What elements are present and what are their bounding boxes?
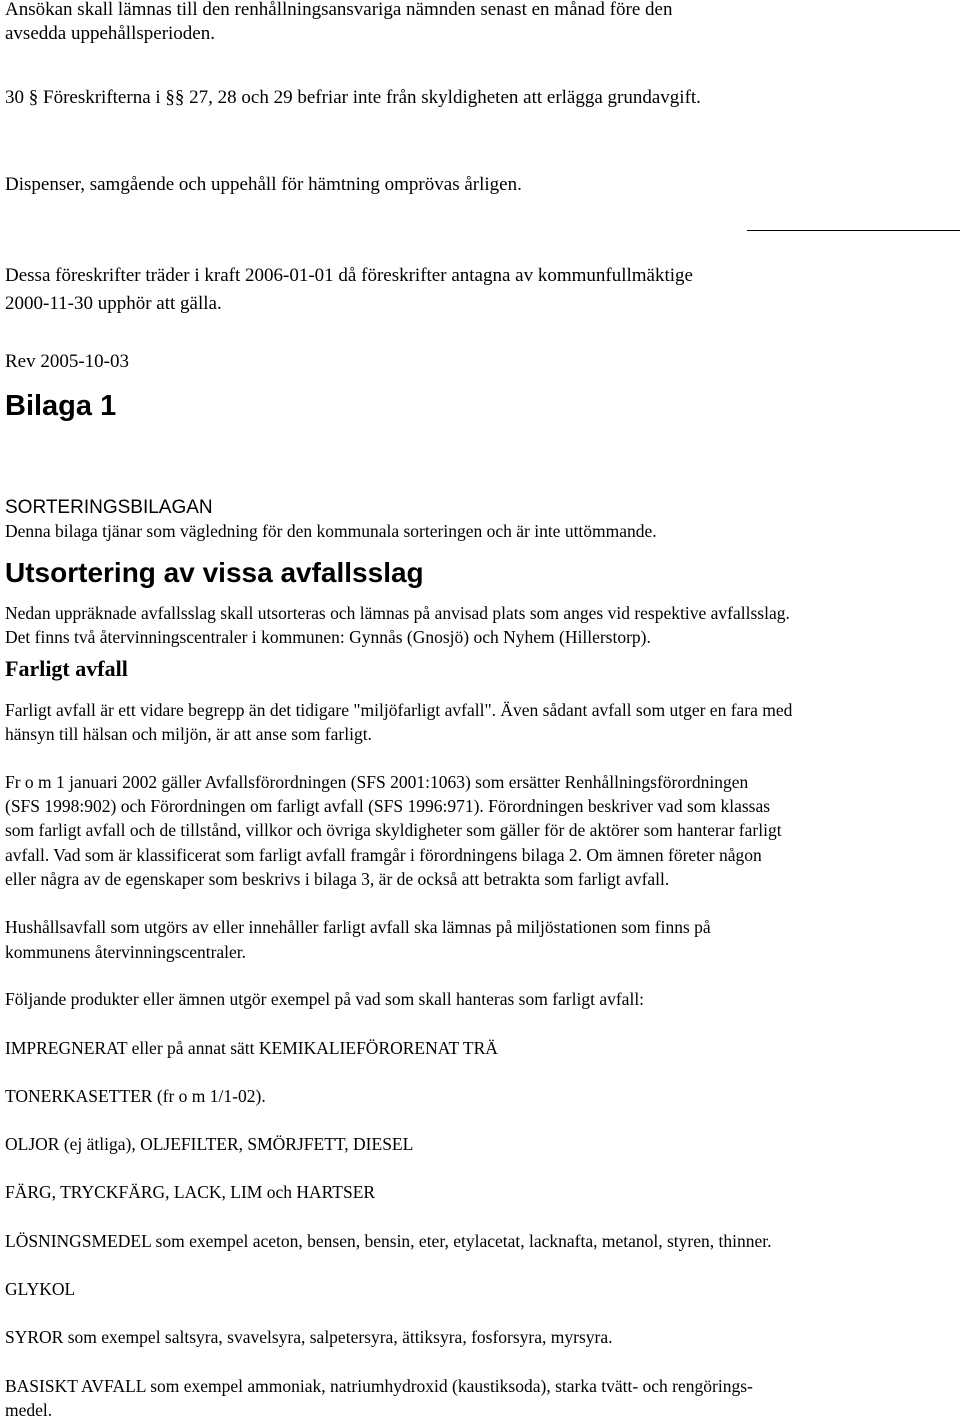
bilaga-subtitle: SORTERINGSBILAGAN (5, 497, 213, 518)
list-item: IMPREGNERAT eller på annat sätt KEMIKALIEFÖRORENAT TRÄ (5, 1038, 498, 1058)
separator-rule (747, 230, 960, 231)
utsortering-line-1: Nedan uppräknade avfallsslag skall utsorteras och lämnas på anvisad plats som anges vid respektive avfallsslag. (5, 603, 790, 623)
farligt-p3-line-2: kommunens återvinningscentraler. (5, 942, 247, 962)
dessa-line-2: 2000-11-30 upphör att gälla. (5, 293, 222, 314)
utsortering-line-2: Det finns två återvinningscentraler i kommunen: Gynnås (Gnosjö) och Nyhem (Hillerstorp). (5, 627, 651, 647)
farligt-p2-line-5: eller några av de egenskaper som beskrivs i bilaga 3, är de också att betrakta som farligt avfall. (5, 869, 670, 889)
farligt-p3-line-1: Hushållsavfall som utgörs av eller innehåller farligt avfall ska lämnas på miljöstationen som finns på (5, 917, 711, 937)
list-item: OLJOR (ej ätliga), OLJEFILTER, SMÖRJFETT, DIESEL (5, 1134, 414, 1154)
paragraph-30: 30 § Föreskrifterna i §§ 27, 28 och 29 befriar inte från skyldigheten att erlägga grundavgift. (5, 87, 701, 108)
dessa-line-1: Dessa föreskrifter träder i kraft 2006-01-01 då föreskrifter antagna av kommunfullmäktige (5, 265, 693, 286)
dispenser-text: Dispenser, samgående och uppehåll för hämtning omprövas årligen. (5, 174, 522, 195)
basiskt-line-1: BASISKT AVFALL som exempel ammoniak, natriumhydroxid (kaustiksoda), starka tvätt- och rengörings- (5, 1376, 753, 1396)
farligt-p2-line-3: som farligt avfall och de tillstånd, villkor och övriga skyldigheter som gäller för de aktörer som hanterar farligt (5, 820, 782, 840)
list-item: TONERKASETTER (fr o m 1/1-02). (5, 1086, 266, 1106)
farligt-p1-line-2: hänsyn till hälsan och miljön, är att anse som farligt. (5, 724, 372, 744)
intro-line-2: avsedda uppehållsperioden. (5, 23, 215, 44)
list-item: FÄRG, TRYCKFÄRG, LACK, LIM och HARTSER (5, 1182, 376, 1202)
farligt-p2-line-2: (SFS 1998:902) och Förordningen om farligt avfall (SFS 1996:971). Förordningen beskriver vad som klassas (5, 796, 771, 816)
intro-line-1: Ansökan skall lämnas till den renhållningsansvariga nämnden senast en månad före den (5, 0, 673, 20)
list-item: SYROR som exempel saltsyra, svavelsyra, salpetersyra, ättiksyra, fosforsyra, myrsyra. (5, 1327, 613, 1347)
farligt-p2-line-4: avfall. Vad som är klassificerat som farligt avfall framgår i förordningens bilaga 2. Om ämnen företer någon (5, 845, 762, 865)
list-item: GLYKOL (5, 1279, 76, 1299)
farligt-p2-line-1: Fr o m 1 januari 2002 gäller Avfallsförordningen (SFS 2001:1063) som ersätter Renhållningsförordningen (5, 772, 749, 792)
utsortering-heading: Utsortering av vissa avfallsslag (5, 557, 424, 588)
farligt-p1-line-1: Farligt avfall är ett vidare begrepp än det tidigare "miljöfarligt avfall". Även sådant avfall som utger en fara med (5, 700, 793, 720)
basiskt-line-2: medel. (5, 1400, 53, 1420)
revision-date: Rev 2005-10-03 (5, 351, 130, 372)
list-item: LÖSNINGSMEDEL som exempel aceton, bensen, bensin, eter, etylacetat, lacknafta, metanol, styren, thinner. (5, 1231, 772, 1251)
farligt-avfall-heading: Farligt avfall (5, 656, 128, 681)
farligt-p4: Följande produkter eller ämnen utgör exempel på vad som skall hanteras som farligt avfall: (5, 989, 645, 1009)
bilaga-title: Bilaga 1 (5, 390, 117, 422)
bilaga-description: Denna bilaga tjänar som vägledning för den kommunala sorteringen och är inte uttömmande. (5, 521, 657, 541)
